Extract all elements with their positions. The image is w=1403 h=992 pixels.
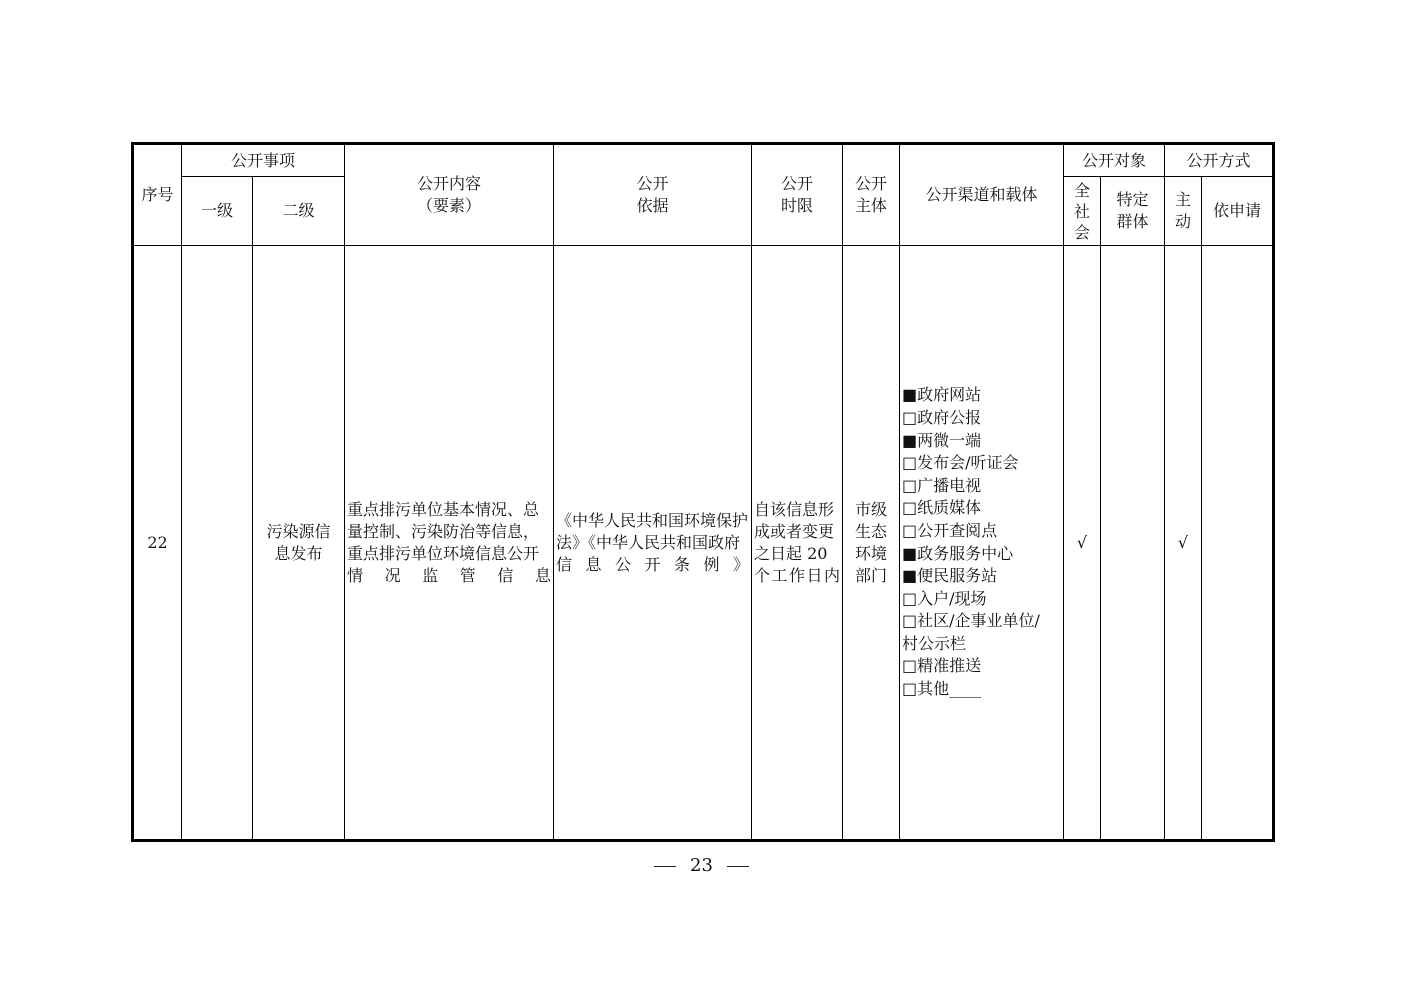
channel-item: ■便民服务站 — [902, 566, 998, 586]
header-on-request: 依申请 — [1202, 177, 1274, 246]
header-subject: 公开 主体 — [843, 144, 900, 246]
row-active-check: √ — [1165, 246, 1202, 841]
row-specific-group — [1101, 246, 1165, 841]
row-whole-society-check: √ — [1064, 246, 1101, 841]
header-whole-society: 全 社 会 — [1064, 177, 1101, 246]
channel-item: ■政府网站 — [902, 385, 982, 405]
row-content: 重点排污单位基本情况、总量控制、污染防治等信息，重点排污单位环境信息公开情况监管信息 — [345, 246, 554, 841]
channel-item: □纸质媒体 — [902, 498, 982, 518]
header-channels: 公开渠道和载体 — [900, 144, 1064, 246]
header-specific-group: 特定 群体 — [1101, 177, 1165, 246]
row-seq: 22 — [133, 246, 182, 841]
header-time-limit: 公开 时限 — [752, 144, 843, 246]
channel-item: □社区/企事业单位/ — [902, 611, 1040, 631]
header-level1: 一级 — [182, 177, 253, 246]
channel-item: ■政务服务中心 — [902, 543, 1014, 563]
row-basis: 《中华人民共和国环境保护法》《中华人民共和国政府信息公开条例》 — [554, 246, 752, 841]
header-seq: 序号 — [133, 144, 182, 246]
channel-item: □入户/现场 — [902, 588, 987, 608]
channel-item: □精准推送 — [902, 656, 982, 676]
footer-dash-left — [654, 866, 676, 867]
table-row — [133, 246, 1274, 841]
channel-item: □其他____ — [902, 679, 982, 699]
header-method: 公开方式 — [1165, 144, 1274, 177]
header-basis: 公开 依据 — [554, 144, 752, 246]
header-content: 公开内容 （要素） — [345, 144, 554, 246]
header-item: 公开事项 — [182, 144, 345, 177]
row-channels — [900, 246, 1064, 841]
channel-item: ■两微一端 — [902, 430, 982, 450]
page-footer — [0, 855, 1403, 876]
footer-dash-right — [727, 866, 749, 867]
row-time-limit: 自该信息形成或者变更之日起 20 个工作日内 — [752, 246, 843, 841]
channel-item: □政府公报 — [902, 407, 982, 427]
header-audience: 公开对象 — [1064, 144, 1165, 177]
row-subject: 市级 生态 环境 部门 — [843, 246, 900, 841]
row-on-request — [1202, 246, 1274, 841]
channel-item: □发布会/听证会 — [902, 453, 1019, 473]
row-level2: 污染源信 息发布 — [253, 246, 345, 841]
disclosure-table — [131, 142, 1275, 842]
header-level2: 二级 — [253, 177, 345, 246]
channel-item: □公开查阅点 — [902, 520, 998, 540]
channel-item: 村公示栏 — [902, 633, 967, 653]
channel-item: □广播电视 — [902, 475, 982, 495]
row-level1 — [182, 246, 253, 841]
header-active: 主 动 — [1165, 177, 1202, 246]
page-number: 23 — [690, 855, 713, 876]
